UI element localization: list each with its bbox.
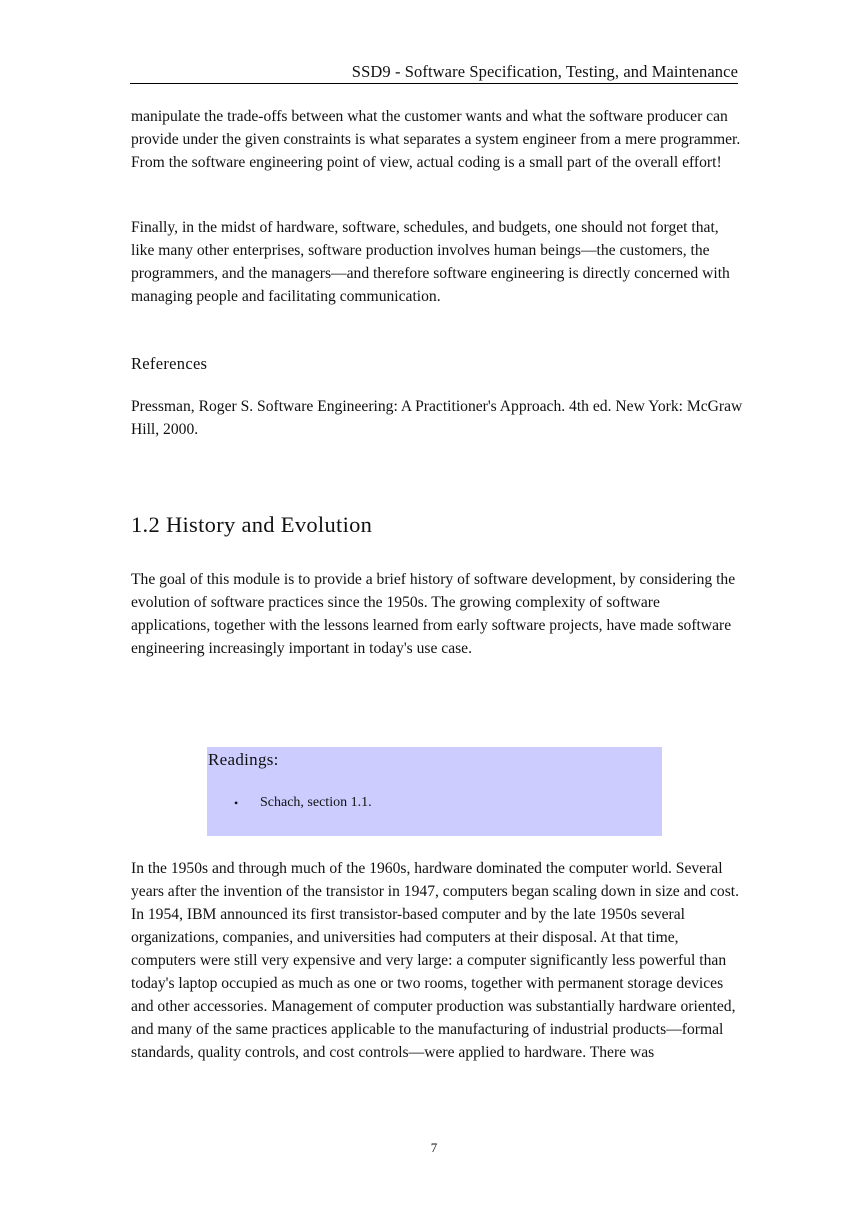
section-title: 1.2 History and Evolution bbox=[131, 512, 373, 537]
references-heading: References bbox=[131, 354, 208, 373]
reference-entry: Pressman, Roger S. Software Engineering: A Practitioner's Approach. 4th ed. New York: McGraw Hill, 2000. bbox=[131, 398, 743, 438]
bullet-icon: • bbox=[234, 796, 239, 810]
page-header: SSD9 - Software Specification, Testing, and Maintenance bbox=[130, 62, 738, 84]
paragraph-human-beings: Finally, in the midst of hardware, software, schedules, and budgets, one should not forget that, like many other enterprises, software production involves human beings—the customers, the programmers, and the managers—and therefore software engineering is directly concerned with managing people and facilitating communication. bbox=[131, 219, 730, 305]
paragraph-history: In the 1950s and through much of the 1960s, hardware dominated the computer world. Several years after the invention of the transistor in 1947, computers began scaling down in size and cost. In 1954, IBM announced its first transistor-based computer and by the late 1950s several organizations, companies, and universities had computers at their disposal. At that time, computers were still very expensive and very large: a computer significantly less powerful than today's laptop occupied as much as one or two rooms, together with permanent storage devices and other accessories. Management of computer production was substantially hardware oriented, and many of the same practices applicable to the manufacturing of industrial products—formal standards, quality controls, and cost controls—were applied to hardware. There was bbox=[131, 860, 739, 1061]
readings-item-text: Schach, section 1.1. bbox=[260, 795, 372, 810]
readings-box bbox=[207, 747, 662, 836]
readings-list bbox=[207, 793, 372, 813]
paragraph-tradeoffs: manipulate the trade-offs between what the customer wants and what the software producer can provide under the given constraints is what separates a system engineer from a mere programmer. From the software engineering point of view, actual coding is a small part of the overall effort! bbox=[131, 108, 741, 171]
readings-title: Readings: bbox=[208, 750, 279, 769]
section-intro: The goal of this module is to provide a brief history of software development, by considering the evolution of software practices since the 1950s. The growing complexity of software applications, together with the lessons learned from early software projects, have made software engineering increasingly important in today's use case. bbox=[131, 571, 736, 657]
readings-item bbox=[207, 793, 372, 813]
page-number: 7 bbox=[430, 1140, 438, 1155]
